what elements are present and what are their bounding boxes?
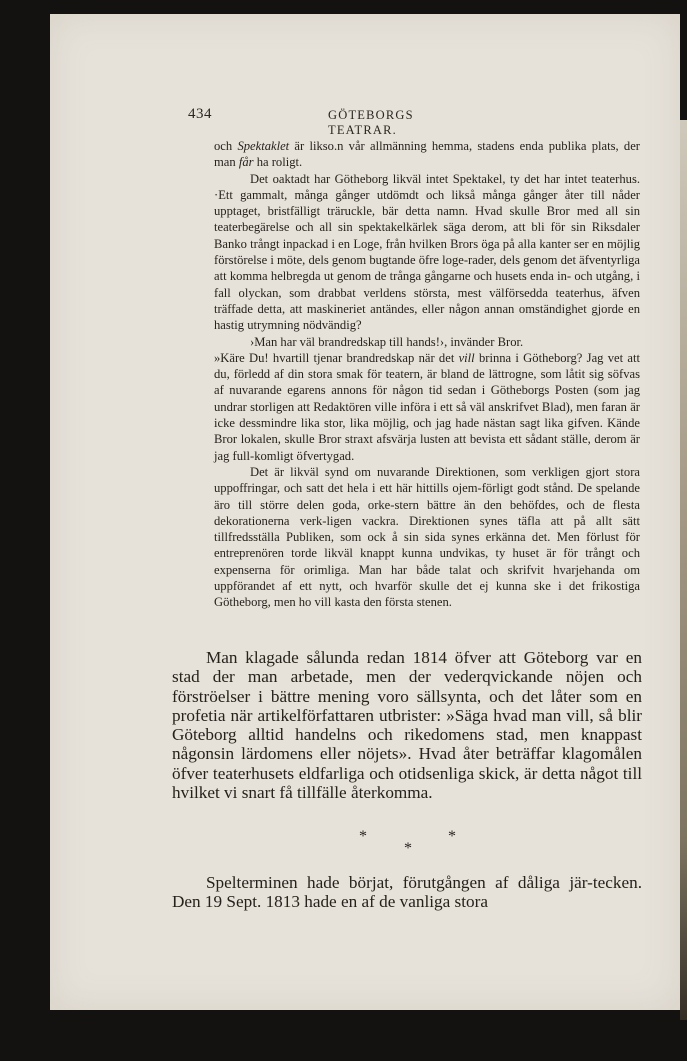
quote-paragraph-1: och Spektaklet är likso.n vår allmänning hemma, stadens enda publika plats, der man får ha roligt. bbox=[214, 139, 640, 170]
section-break-asterisk: * bbox=[359, 828, 367, 845]
quote-paragraph-4: »Käre Du! hvartill tjenar brandredskap när det vill brinna i Götheborg? Jag vet att du, förledd af din stora smak för teatern, är bland de lättrogne, som låtit sig söfvas af nuvarande egarens annons för någon tid sedan i Götheborgs Posten (som jag undrar storligen att Redaktören ville införa i ett så väl anskrifvet Blad), men faran är icke dessmindre lika stor, lika möjlig, och jag hade nästan sagt lika gifven. Kände Bror lokalen, skulle Bror straxt afsvärja lusten att bevista ett sådant ställe, derom är jag full-komligt öfvertygad. bbox=[214, 350, 640, 463]
section-break-asterisk: * bbox=[404, 840, 412, 857]
quoted-article bbox=[214, 138, 640, 611]
quote-paragraph-2: Det oaktadt har Götheborg likväl intet Spektakel, ty det har intet teaterhus. ·Ett gammalt, många gånger utdömdt och likså många gånger åter till nåder upptaget, bristfälligt träruckle, bär detta namn. Hvad skulle Bror med all sin teaterbegärelse och all sin spektakelkärlek säga derom, att bli för sin Riksdaler Banko trångt inpackad i en Loge, från hvilken Brors öga på alla kanter ser en möjlig förstörelse i möte, dels genom bugtande öfre loge-rader, dels genom det äfventyrliga att komma helbregda ut genom de trånga gångarne och husets enda in- och utgång, i fall olyckan, som drabbat verldens största, mest välförsedda teaterhus, äfven träffade detta, att maskineriet antändes, eller någon annan omständighet gjorde en hastig utrymning nödvändig? bbox=[214, 171, 640, 333]
page-number: 434 bbox=[188, 106, 212, 122]
running-head bbox=[188, 106, 478, 137]
quote-paragraph-3: ›Man har väl brandredskap till hands!›, invänder Bror. bbox=[250, 334, 524, 349]
body-paragraph-2: Spelterminen hade börjat, förutgången af dåliga jär-tecken. Den 19 Sept. 1813 hade en af de vanliga stora bbox=[172, 873, 642, 912]
main-text bbox=[172, 648, 642, 802]
section-break-asterisk: * bbox=[448, 828, 456, 845]
body-paragraph-1: Man klagade sålunda redan 1814 öfver att Göteborg var en stad der man arbetade, men der vederqvickande nöjen och förströelser i bättre mening voro sällsynta, och det låter som en profetia när artikelförfattaren utbrister: »Säga hvad man vill, så blir Göteborg alltid handelns och rikedomens stad, men knappast någonsin lärdomens eller nöjets». Hvad åter beträffar klagomålen öfver teaterhusets eldfarliga och otidsenliga skick, är detta något till hvilket vi snart få tillfälle återkomma. bbox=[172, 648, 642, 803]
running-title: GÖTEBORGS TEATRAR. bbox=[328, 108, 414, 137]
main-text-continued bbox=[172, 873, 642, 912]
page-edge-shadow bbox=[680, 120, 687, 1020]
quote-paragraph-5: Det är likväl synd om nuvarande Direktionen, som verkligen gjort stora uppoffringar, och satt det hela i ett här hittills ojem-förligt godt stånd. De spelande äro till större delen goda, orke-stern bättre än den behöfdes, och de flesta dekorationerna verk-ligen vackra. Direktionen synes täfla att på allt sätt tillfredsställa Publiken, som ock å sin sida synes erkänna det. Men förlust för entreprenören torde likväl knappt kunna undvikas, ty huset är för trångt och expenserna för orimliga. Man har både talat och skrifvit hvarjehanda om uppförandet af ett nytt, och hvarför skulle det ej kunna ske i det frikostiga Götheborg, men ho vill kasta den första stenen. bbox=[214, 464, 640, 610]
